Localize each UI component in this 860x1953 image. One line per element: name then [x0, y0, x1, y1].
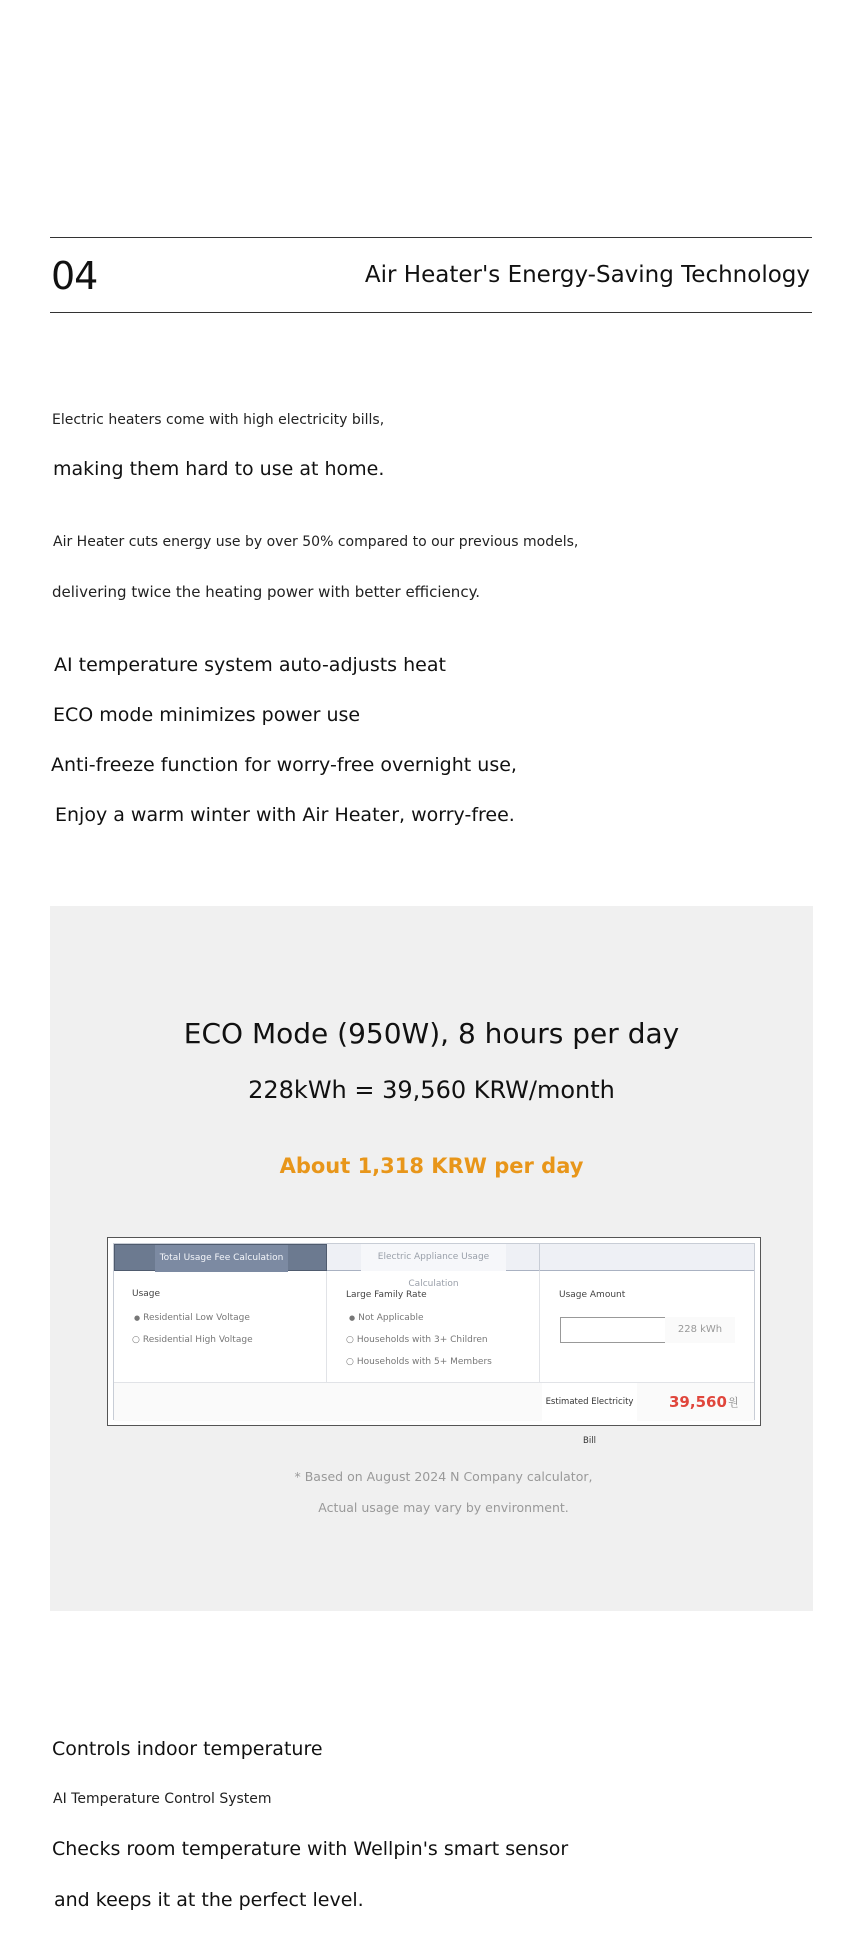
control-line-1: Checks room temperature with Wellpin's smart sensor: [52, 1838, 569, 1860]
radio-unselected-icon: ○: [346, 1335, 354, 1345]
tab-appliance-usage-label: Electric Appliance Usage Calculation: [361, 1244, 506, 1271]
usage-column: [114, 1271, 327, 1382]
feature-anti-freeze: Anti-freeze function for worry-free overnight use,: [51, 754, 517, 776]
tab-total-usage-fee-label: Total Usage Fee Calculation: [155, 1245, 288, 1272]
eco-title: ECO Mode (950W), 8 hours per day: [183, 1017, 680, 1050]
bottom-divider: [50, 312, 812, 313]
family-rate-header: Large Family Rate: [346, 1290, 427, 1300]
family-option-5-members[interactable]: ○ Households with 5+ Members: [346, 1357, 492, 1367]
radio-selected-icon: ●: [349, 1314, 356, 1322]
feature-eco-mode: ECO mode minimizes power use: [53, 704, 361, 726]
section-number: 04: [51, 254, 98, 298]
eco-daily-cost: About 1,318 KRW per day: [279, 1154, 584, 1178]
calculator-tabs: [114, 1244, 754, 1289]
note-line-2: Actual usage may vary by environment.: [318, 1500, 569, 1515]
control-line-2: and keeps it at the perfect level.: [54, 1889, 364, 1911]
usage-amount-header: Usage Amount: [559, 1290, 626, 1300]
radio-unselected-icon: ○: [132, 1335, 140, 1345]
family-rate-column: [327, 1271, 540, 1382]
usage-amount-value: 228 kWh: [665, 1317, 735, 1343]
usage-option-high-voltage[interactable]: ○ Residential High Voltage: [132, 1335, 253, 1345]
usage-option-low-voltage[interactable]: ● Residential Low Voltage: [134, 1313, 250, 1323]
bill-row: [114, 1382, 754, 1446]
tab-total-usage-fee[interactable]: [114, 1244, 327, 1271]
eco-subtitle: 228kWh = 39,560 KRW/month: [248, 1076, 615, 1104]
intro-line-2: making them hard to use at home.: [53, 458, 385, 480]
bill-currency-unit: 원: [728, 1396, 739, 1409]
intro-line-4: delivering twice the heating power with better efficiency.: [52, 583, 481, 601]
section-title: Air Heater's Energy-Saving Technology: [364, 262, 810, 288]
tab-appliance-usage[interactable]: [327, 1244, 540, 1289]
radio-selected-icon: ●: [134, 1314, 141, 1322]
feature-warm-winter: Enjoy a warm winter with Air Heater, worry-free.: [55, 804, 515, 826]
feature-ai-temperature: AI temperature system auto-adjusts heat: [54, 654, 446, 676]
bill-amount: 39,560: [669, 1393, 727, 1411]
family-option-not-applicable[interactable]: ● Not Applicable: [349, 1313, 424, 1323]
control-title: Controls indoor temperature: [52, 1738, 323, 1760]
radio-unselected-icon: ○: [346, 1357, 354, 1367]
usage-header: Usage: [132, 1289, 161, 1299]
bill-label: Estimated Electricity Bill: [542, 1383, 637, 1422]
top-divider: [50, 237, 812, 238]
calculator-frame: [113, 1243, 755, 1446]
control-subtitle: AI Temperature Control System: [53, 1791, 272, 1807]
fee-calculator-screenshot: [107, 1237, 761, 1446]
intro-line-1: Electric heaters come with high electricity bills,: [52, 412, 385, 428]
note-line-1: * Based on August 2024 N Company calculator,: [294, 1469, 593, 1484]
intro-line-3: Air Heater cuts energy use by over 50% compared to our previous models,: [53, 534, 579, 550]
eco-panel: [50, 906, 813, 1611]
usage-amount-column: [540, 1271, 756, 1382]
family-option-3-children[interactable]: ○ Households with 3+ Children: [346, 1335, 488, 1345]
